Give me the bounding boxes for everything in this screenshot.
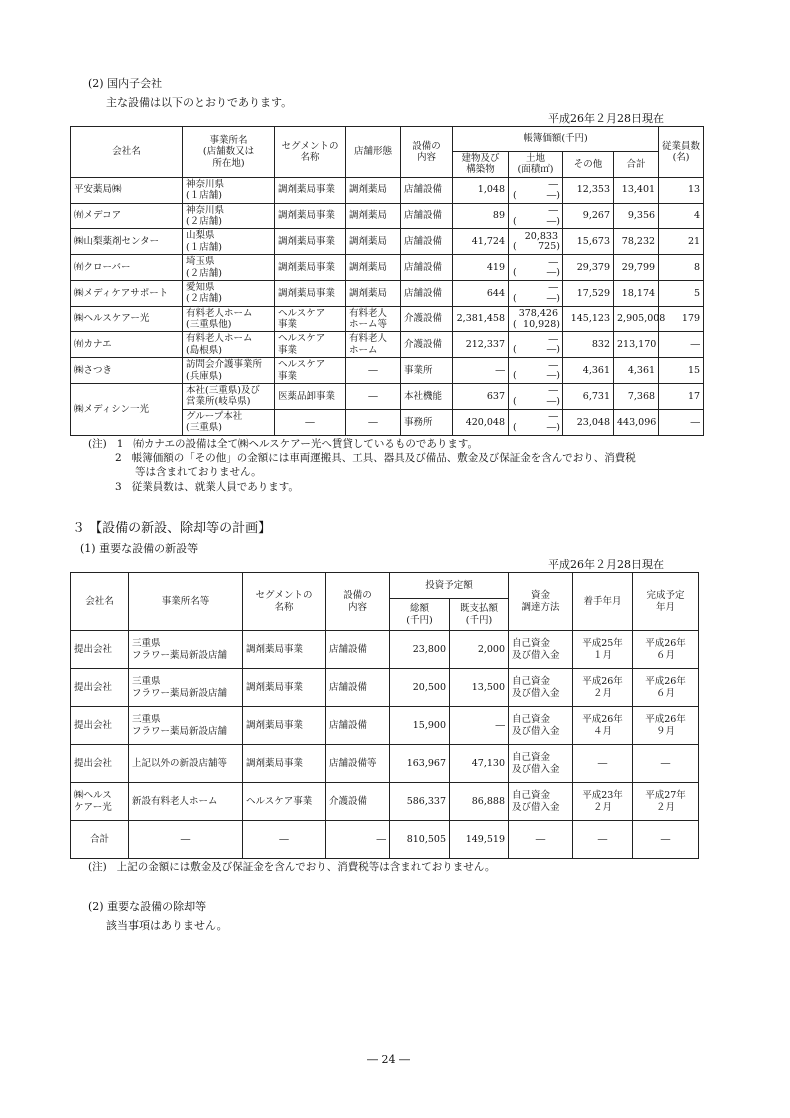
as-of-date: 平成26年２月28日現在 — [548, 558, 664, 571]
header-office: 事業所名等 — [129, 573, 243, 631]
cell-office: 新設有料老人ホーム — [129, 783, 243, 821]
notes — [88, 437, 636, 494]
cell-start: ― — [573, 745, 633, 783]
land-value: 20,833 — [524, 230, 558, 242]
header-company: 会社名 — [71, 573, 129, 631]
cell-completion: 平成26年 ９月 — [633, 707, 699, 745]
cell-segment: ヘルスケア 事業 — [275, 358, 346, 384]
cell-segment: 調剤薬局事業 — [243, 707, 326, 745]
cell-company: ㈱さつき — [71, 358, 183, 384]
cell-completion: 平成26年 ６月 — [633, 631, 699, 669]
note-text: ㈲カナエの設備は全て㈱ヘルスケアー光へ賃貸しているものであります。 — [133, 438, 479, 450]
cell-equipment: ― — [326, 821, 390, 859]
subsidiary-equipment-table — [70, 126, 704, 436]
cell-office: 神奈川県 (１店舗) — [183, 177, 275, 203]
header-book-value: 帳簿価額(千円) — [453, 127, 659, 152]
cell-employees: 8 — [659, 255, 704, 281]
cell-funding: 自己資金 及び借入金 — [509, 707, 573, 745]
note-text: 従業員数は、就業人員であります。 — [131, 480, 299, 493]
table-row — [71, 707, 699, 745]
cell-office: 山梨県 (１店舗) — [183, 229, 275, 255]
header-land: 土地 (面積㎡) — [509, 152, 563, 178]
cell-buildings: 1,048 — [453, 177, 509, 203]
header-funding: 資金 調達方法 — [509, 573, 573, 631]
land-value: 378,426 — [518, 308, 558, 320]
cell-completion: 平成26年 ６月 — [633, 669, 699, 707]
cell-other: 29,379 — [563, 255, 614, 281]
land-area: ( ―) — [513, 421, 560, 433]
cell-office: 訪問会介護事業所 (兵庫県) — [183, 358, 275, 384]
cell-buildings: 644 — [453, 280, 509, 306]
cell-total: 29,799 — [614, 255, 659, 281]
cell-total-amount: 20,500 — [390, 669, 450, 707]
cell-equipment: 店舗設備等 — [326, 745, 390, 783]
cell-other: 15,673 — [563, 229, 614, 255]
cell-paid: 47,130 — [450, 745, 509, 783]
cell-office: 本社(三重県)及び 営業所(岐阜県) — [183, 384, 275, 410]
cell-company: ㈲メデコア — [71, 203, 183, 229]
cell-other: 832 — [563, 332, 614, 358]
cell-segment: 調剤薬局事業 — [243, 669, 326, 707]
cell-equipment: 本社機能 — [401, 384, 453, 410]
note-label: (注) — [88, 861, 107, 873]
table-row — [71, 255, 704, 281]
cell-segment: 調剤薬局事業 — [243, 631, 326, 669]
subsection-text: 該当事項はありません。 — [106, 919, 228, 932]
cell-company: ㈱メディケアサポート — [71, 280, 183, 306]
cell-store-type: 調剤薬局 — [346, 280, 401, 306]
cell-store-type: ― — [346, 384, 401, 410]
land-value: ― — [548, 385, 558, 397]
cell-paid: ― — [450, 707, 509, 745]
land-area: ( ―) — [513, 396, 560, 408]
cell-funding: 自己資金 及び借入金 — [509, 783, 573, 821]
subsection-heading: (1) 重要な設備の新設等 — [80, 542, 199, 555]
cell-buildings: 212,337 — [453, 332, 509, 358]
header-equipment: 設備の 内容 — [326, 573, 390, 631]
cell-segment: ― — [243, 821, 326, 859]
cell-equipment: 店舗設備 — [326, 631, 390, 669]
header-segment: セグメントの 名称 — [243, 573, 326, 631]
land-area-value: ― — [546, 189, 557, 201]
cell-total: 18,174 — [614, 280, 659, 306]
cell-start: 平成23年 ２月 — [573, 783, 633, 821]
cell-start: ― — [573, 821, 633, 859]
cell-employees: 13 — [659, 177, 704, 203]
cell-office: 上記以外の新設店舗等 — [129, 745, 243, 783]
cell-total-amount: 23,800 — [390, 631, 450, 669]
land-area: ( 10,928) — [513, 318, 560, 330]
cell-equipment: 店舗設備 — [326, 669, 390, 707]
note-number: 1 — [116, 438, 124, 450]
land-area: ( ―) — [513, 267, 560, 279]
cell-employees: 17 — [659, 384, 704, 410]
table-row — [71, 631, 699, 669]
cell-paid: 13,500 — [450, 669, 509, 707]
cell-land — [509, 332, 563, 358]
cell-segment: 調剤薬局事業 — [275, 229, 346, 255]
cell-land — [509, 280, 563, 306]
table-row — [71, 783, 699, 821]
cell-other: 17,529 — [563, 280, 614, 306]
header-start: 着手年月 — [573, 573, 633, 631]
header-other: その他 — [563, 152, 614, 178]
cell-equipment: 介護設備 — [401, 332, 453, 358]
cell-office: 埼玉県 (２店舗) — [183, 255, 275, 281]
cell-company: 平安薬局㈱ — [71, 177, 183, 203]
section-heading: ３ 【設備の新設、除却等の計画】 — [72, 521, 272, 536]
cell-segment: 調剤薬局事業 — [243, 745, 326, 783]
land-area-value: ― — [546, 215, 557, 227]
header-completion: 完成予定 年月 — [633, 573, 699, 631]
cell-company: ㈲クローバー — [71, 255, 183, 281]
cell-total-amount: 586,337 — [390, 783, 450, 821]
cell-segment: ヘルスケア事業 — [243, 783, 326, 821]
cell-equipment: 介護設備 — [326, 783, 390, 821]
cell-office: 愛知県 (２店舗) — [183, 280, 275, 306]
cell-total: 4,361 — [614, 358, 659, 384]
land-area-value: ― — [546, 370, 557, 382]
cell-employees: ― — [659, 409, 704, 435]
cell-buildings: 637 — [453, 384, 509, 410]
cell-segment: 調剤薬局事業 — [275, 255, 346, 281]
cell-land — [509, 306, 563, 332]
table-row — [71, 384, 704, 410]
table-row — [71, 229, 704, 255]
table-row — [71, 306, 704, 332]
page-number: ― 24 ― — [367, 1053, 410, 1066]
total-row — [71, 821, 699, 859]
cell-office: 三重県 フラワー薬局新設店舗 — [129, 669, 243, 707]
cell-segment: ヘルスケア 事業 — [275, 332, 346, 358]
land-area: ( ―) — [513, 292, 560, 304]
cell-store-type: ― — [346, 409, 401, 435]
cell-funding: 自己資金 及び借入金 — [509, 669, 573, 707]
header-buildings: 建物及び 構築物 — [453, 152, 509, 178]
cell-store-type: 調剤薬局 — [346, 229, 401, 255]
cell-equipment: 店舗設備 — [401, 177, 453, 203]
cell-employees: 5 — [659, 280, 704, 306]
cell-other: 145,123 — [563, 306, 614, 332]
cell-start: 平成26年 ４月 — [573, 707, 633, 745]
cell-segment: 医薬品卸事業 — [275, 384, 346, 410]
cell-office: 有料老人ホーム (三重県他) — [183, 306, 275, 332]
note-number: 2 — [115, 452, 122, 465]
table-row — [71, 358, 704, 384]
cell-paid: 86,888 — [450, 783, 509, 821]
cell-office: 有料老人ホーム (島根県) — [183, 332, 275, 358]
header-company: 会社名 — [71, 127, 183, 178]
land-area-value: ― — [546, 344, 557, 356]
cell-employees: ― — [659, 332, 704, 358]
cell-employees: 4 — [659, 203, 704, 229]
table-row — [71, 669, 699, 707]
land-area: ( 725) — [513, 241, 560, 253]
cell-segment: 調剤薬局事業 — [275, 280, 346, 306]
land-area: ( ―) — [513, 215, 560, 227]
cell-total: 443,096 — [614, 409, 659, 435]
header-paid: 既支払額 (千円) — [450, 599, 509, 631]
cell-company: 合計 — [71, 821, 129, 859]
land-area: ( ―) — [513, 189, 560, 201]
cell-office: 三重県 フラワー薬局新設店舗 — [129, 631, 243, 669]
cell-company: ㈲カナエ — [71, 332, 183, 358]
land-value: ― — [548, 333, 558, 345]
cell-equipment: 事業所 — [401, 358, 453, 384]
cell-segment: 調剤薬局事業 — [275, 203, 346, 229]
cell-completion: ― — [633, 821, 699, 859]
land-value: ― — [548, 204, 558, 216]
cell-funding: 自己資金 及び借入金 — [509, 631, 573, 669]
land-value: ― — [548, 411, 558, 423]
cell-equipment: 店舗設備 — [326, 707, 390, 745]
cell-equipment: 事務所 — [401, 409, 453, 435]
header-office: 事業所名 (店舗数又は 所在地) — [183, 127, 275, 178]
cell-land — [509, 255, 563, 281]
land-value: ― — [548, 359, 558, 371]
cell-segment: 調剤薬局事業 — [275, 177, 346, 203]
cell-company: 提出会社 — [71, 631, 129, 669]
land-value: ― — [548, 282, 558, 294]
header-store-type: 店舗形態 — [346, 127, 401, 178]
cell-other: 23,048 — [563, 409, 614, 435]
cell-total: 213,170 — [614, 332, 659, 358]
cell-office: グループ本社 (三重県) — [183, 409, 275, 435]
land-value: ― — [548, 179, 558, 191]
cell-equipment: 店舗設備 — [401, 280, 453, 306]
cell-equipment: 介護設備 — [401, 306, 453, 332]
cell-store-type: 調剤薬局 — [346, 255, 401, 281]
cell-funding: 自己資金 及び借入金 — [509, 745, 573, 783]
cell-land — [509, 177, 563, 203]
land-area-value: ― — [546, 421, 557, 433]
cell-land — [509, 384, 563, 410]
notes-label: (注) — [88, 438, 107, 450]
cell-company: 提出会社 — [71, 669, 129, 707]
cell-paid: 149,519 — [450, 821, 509, 859]
table-row — [71, 332, 704, 358]
cell-total: 78,232 — [614, 229, 659, 255]
cell-employees: 15 — [659, 358, 704, 384]
cell-store-type: 有料老人 ホーム — [346, 332, 401, 358]
land-area-value: 10,928 — [523, 318, 557, 330]
cell-paid: 2,000 — [450, 631, 509, 669]
cell-company: 提出会社 — [71, 707, 129, 745]
cell-store-type: 有料老人 ホーム等 — [346, 306, 401, 332]
section-heading: (2) 国内子会社 — [88, 77, 163, 90]
cell-company: ㈱山梨薬剤センター — [71, 229, 183, 255]
header-segment: セグメントの 名称 — [275, 127, 346, 178]
header-total-amount: 総額 (千円) — [390, 599, 450, 631]
cell-land — [509, 203, 563, 229]
note-text: 帳簿価額の「その他」の金額には車両運搬具、工具、器具及び備品、敷金及び保証金を含んでおり、消費税 — [131, 452, 636, 465]
cell-completion: 平成27年 ２月 — [633, 783, 699, 821]
cell-buildings: ― — [453, 358, 509, 384]
land-area-value: 725 — [538, 241, 557, 253]
cell-other: 12,353 — [563, 177, 614, 203]
cell-total-amount: 163,967 — [390, 745, 450, 783]
cell-company: ㈱ヘルス ケアー光 — [71, 783, 129, 821]
cell-total: 9,356 — [614, 203, 659, 229]
table-row — [71, 177, 704, 203]
cell-employees: 21 — [659, 229, 704, 255]
header-equipment: 設備の 内容 — [401, 127, 453, 178]
section-intro: 主な設備は以下のとおりであります。 — [106, 96, 293, 109]
cell-store-type: 調剤薬局 — [346, 177, 401, 203]
cell-land — [509, 229, 563, 255]
land-area: ( ―) — [513, 370, 560, 382]
cell-funding: ― — [509, 821, 573, 859]
cell-other: 4,361 — [563, 358, 614, 384]
planned-note — [88, 861, 495, 874]
subsection-heading: (2) 重要な設備の除却等 — [88, 900, 207, 913]
cell-employees: 179 — [659, 306, 704, 332]
cell-segment: ヘルスケア 事業 — [275, 306, 346, 332]
land-area: ( ―) — [513, 344, 560, 356]
cell-total-amount: 15,900 — [390, 707, 450, 745]
cell-store-type: 調剤薬局 — [346, 203, 401, 229]
cell-office: 神奈川県 (２店舗) — [183, 203, 275, 229]
cell-other: 6,731 — [563, 384, 614, 410]
cell-total: 13,401 — [614, 177, 659, 203]
cell-office: 三重県 フラワー薬局新設店舗 — [129, 707, 243, 745]
cell-store-type: ― — [346, 358, 401, 384]
land-area-value: ― — [546, 396, 557, 408]
cell-company: ㈱メディシン一光 — [71, 384, 183, 436]
cell-buildings: 2,381,458 — [453, 306, 509, 332]
land-area-value: ― — [546, 267, 557, 279]
planned-equipment-table — [70, 572, 699, 859]
land-value: ― — [548, 256, 558, 268]
cell-start: 平成26年 ２月 — [573, 669, 633, 707]
cell-total-amount: 810,505 — [390, 821, 450, 859]
note-number: 3 — [115, 480, 122, 493]
cell-equipment: 店舗設備 — [401, 203, 453, 229]
cell-start: 平成25年 １月 — [573, 631, 633, 669]
cell-buildings: 419 — [453, 255, 509, 281]
cell-segment: ― — [275, 409, 346, 435]
cell-completion: ― — [633, 745, 699, 783]
cell-equipment: 店舗設備 — [401, 255, 453, 281]
cell-office: ― — [129, 821, 243, 859]
note-text: 上記の金額には敷金及び保証金を含んでおり、消費税等は含まれておりません。 — [116, 861, 496, 873]
table-row — [71, 280, 704, 306]
note-text-continued: 等は含まれておりません。 — [135, 466, 262, 479]
land-area-value: ― — [546, 292, 557, 304]
table-row — [71, 203, 704, 229]
as-of-date: 平成26年２月28日現在 — [548, 112, 664, 125]
table-row — [71, 745, 699, 783]
cell-buildings: 89 — [453, 203, 509, 229]
cell-total: 2,905,008 — [614, 306, 659, 332]
cell-other: 9,267 — [563, 203, 614, 229]
cell-buildings: 41,724 — [453, 229, 509, 255]
cell-company: ㈱ヘルスケアー光 — [71, 306, 183, 332]
cell-land — [509, 409, 563, 435]
cell-buildings: 420,048 — [453, 409, 509, 435]
cell-total: 7,368 — [614, 384, 659, 410]
cell-land — [509, 358, 563, 384]
header-employees: 従業員数 (名) — [659, 127, 704, 178]
header-planned-investment: 投資予定額 — [390, 573, 509, 599]
cell-equipment: 店舗設備 — [401, 229, 453, 255]
header-total: 合計 — [614, 152, 659, 178]
cell-company: 提出会社 — [71, 745, 129, 783]
